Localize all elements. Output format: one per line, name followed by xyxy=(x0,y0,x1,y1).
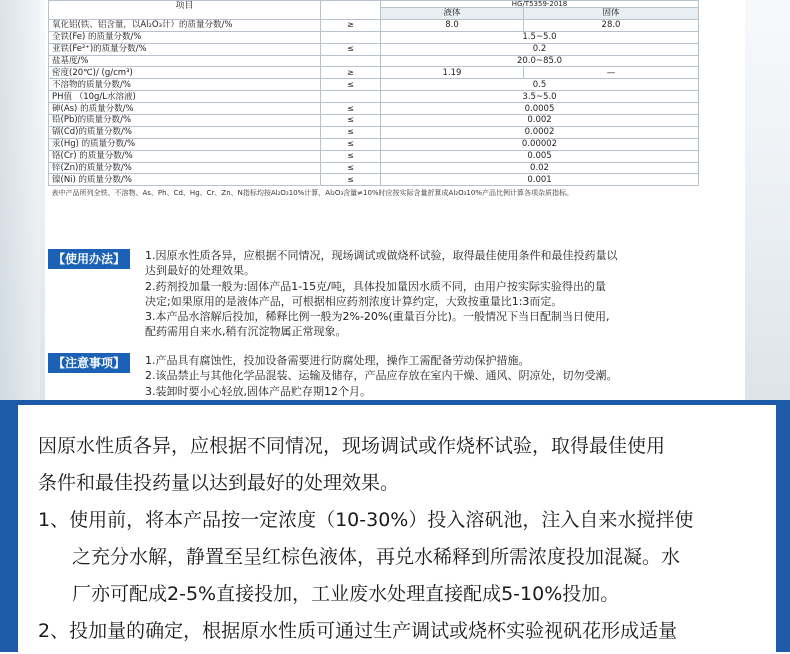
spec-row xyxy=(49,103,699,115)
spec-item-name: 盐基度/% xyxy=(49,55,321,67)
text-line: 因原水性质各异，应根据不同情况，现场调试或作烧杯试验，取得最佳使用 xyxy=(38,435,666,457)
spec-table xyxy=(48,0,699,198)
text-line: 达到最好的处理效果。 xyxy=(145,264,255,278)
spec-value: 20.0~85.0 xyxy=(381,55,699,67)
spec-item-name: 亚铁(Fe²⁺)的质量分数/% xyxy=(49,43,321,55)
text-line: 3.本产品水溶解后投加，稀释比例一般为2%-20%(重量百分比)。一般情况下当日配制当日使用, xyxy=(145,310,610,324)
spec-row xyxy=(49,162,699,174)
spec-row xyxy=(49,126,699,138)
spec-sign: ≤ xyxy=(321,150,381,162)
spec-value: 0.0005 xyxy=(381,103,699,115)
spec-item-name: 锌(Zn)的质量分数/% xyxy=(49,162,321,174)
spec-value: 1.5~5.0 xyxy=(381,31,699,43)
text-line: 条件和最佳投药量以达到最好的处理效果。 xyxy=(38,472,400,494)
spec-sign: ≤ xyxy=(321,138,381,150)
spec-table-note-row xyxy=(49,186,699,198)
spec-row xyxy=(49,31,699,43)
spec-item-name: 密度(20℃)/ (g/cm³) xyxy=(49,67,321,79)
spec-value: 0.2 xyxy=(381,43,699,55)
spec-item-name: 铬(Cr) 的质量分数/% xyxy=(49,150,321,162)
spec-item-name: 汞(Hg) 的质量分数/% xyxy=(49,138,321,150)
spec-row xyxy=(49,115,699,127)
header-item: 项目 xyxy=(49,1,321,20)
spec-row xyxy=(49,91,699,103)
spec-row xyxy=(49,150,699,162)
header-liquid: 液体 xyxy=(381,8,524,20)
spec-value: 0.0002 xyxy=(381,126,699,138)
text-line: 1、使用前，将本产品按一定浓度（10-30%）投入溶矾池，注入自来水搅拌使 xyxy=(38,509,694,531)
text-line: 决定;如果原用的是液体产品，可根据相应药剂浓度计算约定，大致按重量比1:3而定。 xyxy=(145,294,563,308)
spec-sign xyxy=(321,91,381,103)
instructions-text xyxy=(38,428,768,650)
spec-value: 3.5~5.0 xyxy=(381,91,699,103)
spec-sign: ≤ xyxy=(321,103,381,115)
spec-item-name: 不溶物的质量分数/% xyxy=(49,79,321,91)
header-solid: 固体 xyxy=(524,8,699,20)
header-standard: HG/T5359-2018 xyxy=(381,1,699,8)
spec-sign: ≤ xyxy=(321,162,381,174)
text-line: 之充分水解，静置至呈红棕色液体，再兑水稀释到所需浓度投加混凝。水 xyxy=(72,546,681,568)
spec-value: 0.00002 xyxy=(381,138,699,150)
spec-sign: ≤ xyxy=(321,174,381,186)
spec-sign: ≤ xyxy=(321,43,381,55)
text-line: 1.产品具有腐蚀性，投加设备需要进行防腐处理，操作工需配备劳动保护措施。 xyxy=(145,354,530,367)
spec-row xyxy=(49,55,699,67)
spec-value-solid: — xyxy=(524,67,699,79)
spec-item-name: 全铁(Fe) 的质量分数/% xyxy=(49,31,321,43)
spec-sign: ≤ xyxy=(321,115,381,127)
caution-label: 【注意事项】 xyxy=(48,353,130,373)
spec-sign: ≥ xyxy=(321,67,381,79)
spec-value-liquid: 1.19 xyxy=(381,67,524,79)
text-line: 2.该品禁止与其他化学品混装、运输及储存，产品应存放在室内干燥、通风、阴凉处，切勿受潮。 xyxy=(145,369,618,383)
spec-value: 0.02 xyxy=(381,162,699,174)
text-line: 配药需用自来水,稍有沉淀物属正常现象。 xyxy=(145,325,347,339)
text-line: 2、投加量的确定，根据原水性质可通过生产调试或烧杯实验视矾花形成适量 xyxy=(38,620,678,642)
caution-text xyxy=(145,353,705,399)
spec-item-name: 铅(Pb)的质量分数/% xyxy=(49,115,321,127)
spec-sign: ≤ xyxy=(321,79,381,91)
spec-value-liquid: 8.0 xyxy=(381,19,524,31)
text-line: 1.因原水性质各异，应根据不同情况，现场调试或做烧杯试验，取得最佳使用条件和最佳投药量以 xyxy=(145,249,618,262)
spec-table-note: 表中产品所列全铁、不溶物、As、Ph、Cd、Hg、Cr、Zn、N指标均按Al₂O₃10%计算，Al₂O₃含量≠10%时应按实际含量折算成Al₂O₃10%产品比例计算各项杂质指标。 xyxy=(51,188,573,197)
spec-value: 0.5 xyxy=(381,79,699,91)
spec-item-name: 镉(Cd)的质量分数/% xyxy=(49,126,321,138)
spec-item-name: 砷(As) 的质量分数/% xyxy=(49,103,321,115)
text-line: 2.药剂投加量一般为:固体产品1-15克/吨，具体投加量因水质不同，由用户按实际实验得出的量 xyxy=(145,279,606,293)
spec-value: 0.001 xyxy=(381,174,699,186)
spec-row xyxy=(49,67,699,79)
spec-sign xyxy=(321,55,381,67)
usage-text xyxy=(145,248,705,340)
spec-row xyxy=(49,79,699,91)
spec-sign: ≤ xyxy=(321,126,381,138)
spec-sign xyxy=(321,31,381,43)
spec-table-header-row xyxy=(49,1,699,8)
spec-item-name: PH值 （10g/L水溶液) xyxy=(49,91,321,103)
text-line: 3.装卸时要小心轻放,固体产品贮存期12个月。 xyxy=(145,384,371,398)
spec-value: 0.005 xyxy=(381,150,699,162)
spec-row xyxy=(49,43,699,55)
spec-item-name: 氧化铝(铁、铝含量，以Al₂O₃计）的质量分数/% xyxy=(49,19,321,31)
spec-sign: ≥ xyxy=(321,19,381,31)
spec-row xyxy=(49,19,699,31)
text-line: 厂亦可配成2-5%直接投加，工业废水处理直接配成5-10%投加。 xyxy=(72,583,620,605)
spec-row xyxy=(49,138,699,150)
spec-item-name: 镍(Ni) 的质量分数/% xyxy=(49,174,321,186)
spec-value: 0.002 xyxy=(381,115,699,127)
spec-value-solid: 28.0 xyxy=(524,19,699,31)
spec-row xyxy=(49,174,699,186)
usage-label: 【使用办法】 xyxy=(48,249,130,269)
